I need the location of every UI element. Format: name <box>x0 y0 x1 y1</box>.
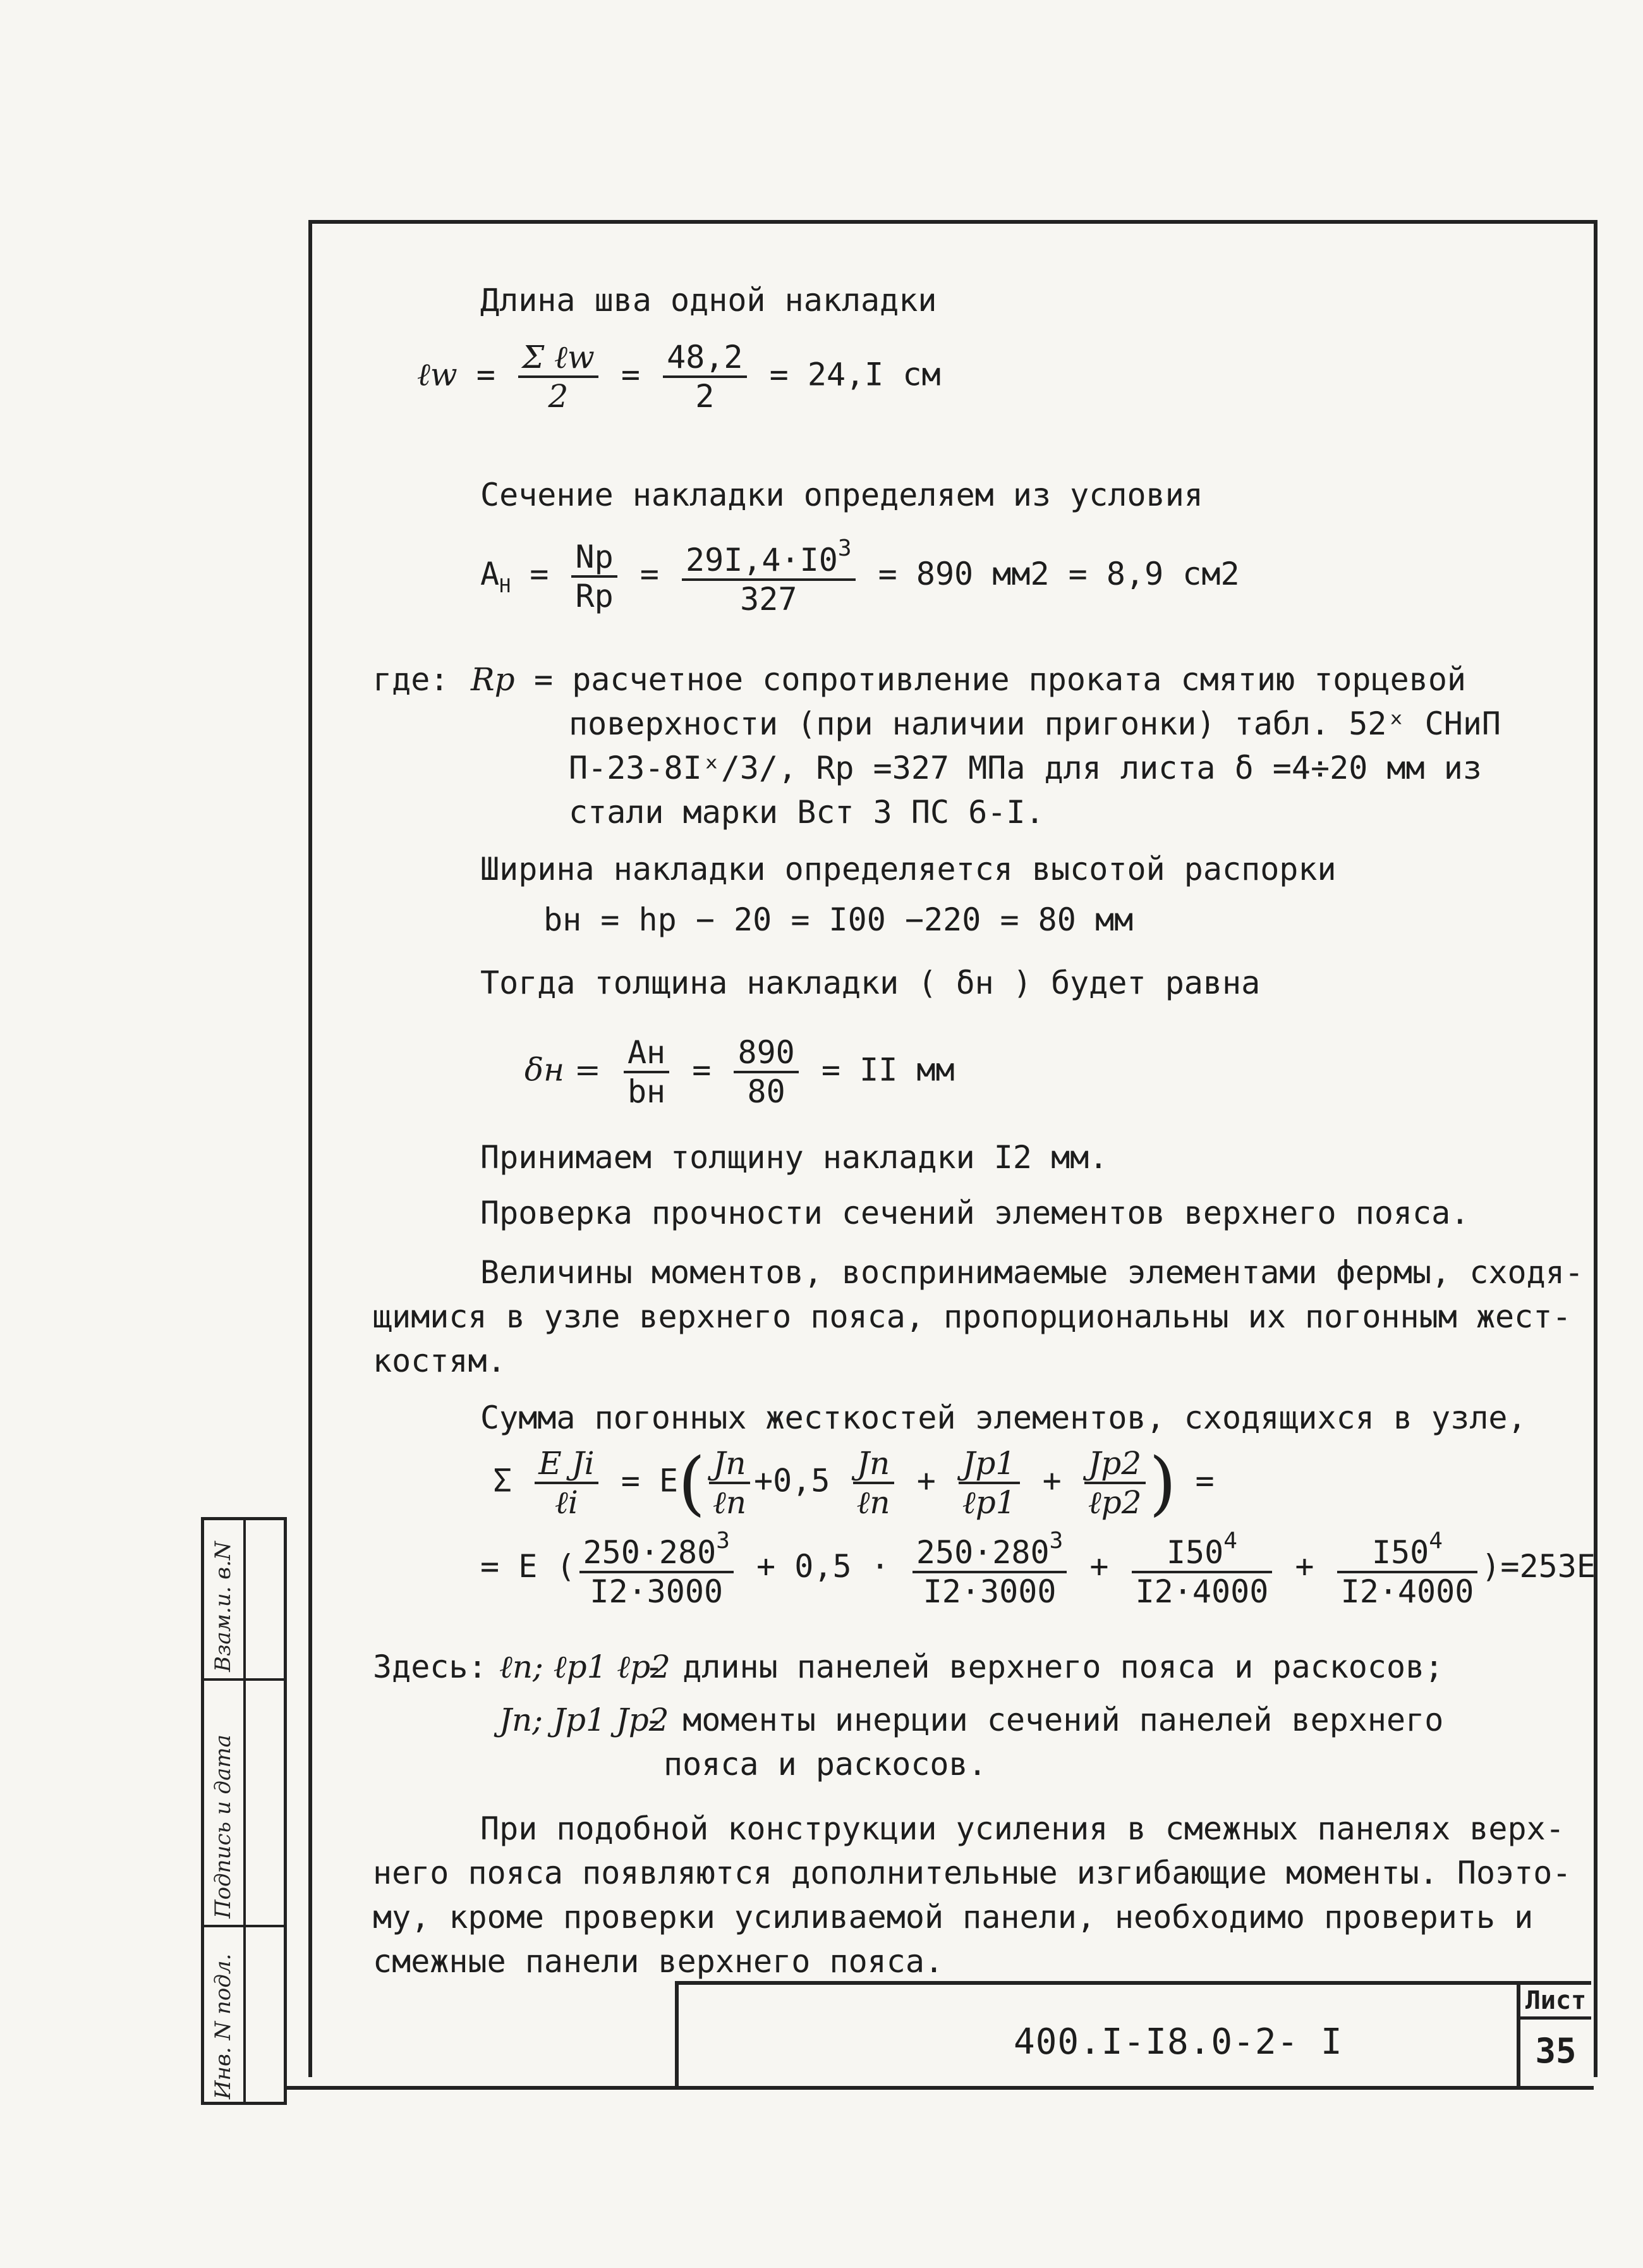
sheet-box <box>1517 1985 1591 2086</box>
fraction: $\frac{890}{80}$ <box>734 1037 798 1107</box>
fraction: $\frac{\text{E Ji}}{\text{ℓi}}$ <box>535 1448 598 1518</box>
formula-result: = 24,I см <box>769 356 941 393</box>
formula-sum-stiffness: Σ $\frac{\text{E Ji}}{\text{ℓi}}$ = E( $\frac{Jn}{\text{ℓn}}$ +0,5 $\frac{Jn}{\text{ℓn}}$ + $\frac{Jp1}{\text{ℓp1}}$ + $\frac{Jp2}{\text{ℓp2}}$ ) = <box>493 1442 1215 1523</box>
formula-thickness: δн = $\frac{Aн}{bн}$ = $\frac{890}{80}$ = II мм <box>524 1034 955 1110</box>
fraction: $\frac{29I,4\cdot I0^3}{327}$ <box>682 537 856 615</box>
where-label: где: <box>373 661 449 698</box>
here-label: Здесь: <box>373 1649 487 1685</box>
here-symbols-lengths: ℓn; ℓp1 ℓp2 <box>499 1649 670 1685</box>
fraction: $\frac{48,2}{2}$ <box>663 341 746 412</box>
definition-line: П-23-8Iˣ/3/, Rр =327 МПа для листа δ =4÷20 мм из <box>569 750 1482 786</box>
paragraph-final-line: смежные панели верхнего пояса. <box>373 1943 944 1980</box>
fraction: $\frac{\text{Σ ℓw}}{2}$ <box>518 341 598 412</box>
paragraph-final-line: него пояса появляются дополнительные изгибающие моменты. Поэто- <box>373 1855 1572 1891</box>
fraction: $\frac{Aн}{bн}$ <box>624 1037 669 1107</box>
side-stamp <box>201 1517 287 2105</box>
fraction: $\frac{Jp2}{\text{ℓp2}}$ <box>1084 1448 1146 1518</box>
paragraph-moments-line: щимися в узле верхнего пояса, пропорциональны их погонным жест- <box>373 1298 1572 1335</box>
sheet-number: 35 <box>1535 2031 1577 2071</box>
paragraph-width: Ширина накладки определяется высотой распорки <box>480 851 1337 887</box>
here-definition-inertia: - моменты инерции сечений панелей верхнего <box>645 1702 1444 1738</box>
fraction: $\frac{Jp1}{\text{ℓp1}}$ <box>959 1448 1020 1518</box>
formula-lhs: ℓw <box>417 356 458 393</box>
paragraph-section: Сечение накладки определяем из условия <box>480 477 1203 513</box>
here-symbols-inertia: Jn; Jp1 Jp2 <box>499 1702 669 1738</box>
side-stamp-row <box>204 1678 284 1681</box>
formula-weld-length: ℓw = $\frac{\text{Σ ℓw}}{2}$ = $\frac{48,2}{2}$ = 24,I см <box>417 339 941 415</box>
where-symbol: Rр <box>471 661 515 698</box>
fraction: $\frac{250\cdot 280^3}{I2\cdot 3000}$ <box>579 1530 734 1607</box>
side-label-replace: Взам.и. в.N <box>210 1541 236 1672</box>
paragraph-moments-line: Величины моментов, воспринимаемые элементами фермы, сходя- <box>480 1254 1584 1291</box>
paragraph-moments-line: костям. <box>373 1343 506 1379</box>
formula-result: = 890 мм2 = 8,9 см2 <box>878 556 1240 592</box>
fraction: $\frac{I50^4}{I2\cdot 4000}$ <box>1132 1530 1273 1607</box>
formula-result: )=253E <box>1481 1548 1596 1585</box>
paragraph-thickness: Тогда толщина накладки ( δн ) будет равна <box>480 965 1261 1001</box>
paragraph-weld-length: Длина шва одной накладки <box>480 282 937 319</box>
side-label-inv: Инв. N подл. <box>210 1953 236 2099</box>
fraction: $\frac{Jn}{\text{ℓn}}$ <box>709 1448 750 1518</box>
formula-width: bн = hр − 20 = I00 −220 = 80 мм <box>543 901 1134 938</box>
side-stamp-row <box>204 1925 284 1927</box>
fraction: $\frac{Jn}{\text{ℓn}}$ <box>853 1448 894 1518</box>
bottom-frame-line <box>284 2086 1594 2090</box>
definition-line: стали марки Вст 3 ПС 6-I. <box>569 794 1045 831</box>
fraction: $\frac{Nр}{Rр}$ <box>571 541 617 612</box>
here-definition-lengths: - длины панелей верхнего пояса и раскосов; <box>645 1649 1444 1685</box>
definition-line: поверхности (при наличии пригонки) табл. 52ˣ СНиП <box>569 705 1501 742</box>
paragraph-final-line: При подобной конструкции усиления в смежных панелях верх- <box>480 1810 1565 1847</box>
paragraph-sum: Сумма погонных жесткостей элементов, сходящихся в узле, <box>480 1399 1527 1436</box>
formula-area: $A_H$ = $\frac{Nр}{Rр}$ = $\frac{29I,4\cdot I0^3}{327}$ = 890 мм2 = 8,9 см2 <box>480 535 1240 618</box>
here-definition-inertia-cont: пояса и раскосов. <box>664 1746 987 1783</box>
title-block <box>675 1981 1591 2086</box>
paragraph-check: Проверка прочности сечений элементов верхнего пояса. <box>480 1195 1470 1231</box>
document-code: 400.I-I8.0-2- I <box>1014 2021 1343 2063</box>
paragraph-accept: Принимаем толщину накладки I2 мм. <box>480 1139 1108 1176</box>
definition-line: = расчетное сопротивление проката смятию торцевой <box>534 661 1467 698</box>
fraction: $\frac{250\cdot 280^3}{I2\cdot 3000}$ <box>912 1530 1067 1607</box>
side-stamp-divider <box>243 1520 246 2102</box>
fraction: $\frac{I50^4}{I2\cdot 4000}$ <box>1337 1530 1478 1607</box>
formula-result: = II мм <box>821 1051 955 1088</box>
side-label-sign: Подпись и дата <box>210 1735 236 1918</box>
formula-sum-values: = E ( $\frac{250\cdot 280^3}{I2\cdot 3000}$ + 0,5 · $\frac{250\cdot 280^3}{I2\cdot 3000}$ + $\frac{I50^4}{I2\cdot 4000}$ + $\frac{I50^4}{I2\cdot 4000}$ )=253E <box>480 1528 1596 1610</box>
paragraph-final-line: му, кроме проверки усиливаемой панели, необходимо проверить и <box>373 1899 1534 1936</box>
sheet-label: Лист <box>1520 1985 1591 2020</box>
